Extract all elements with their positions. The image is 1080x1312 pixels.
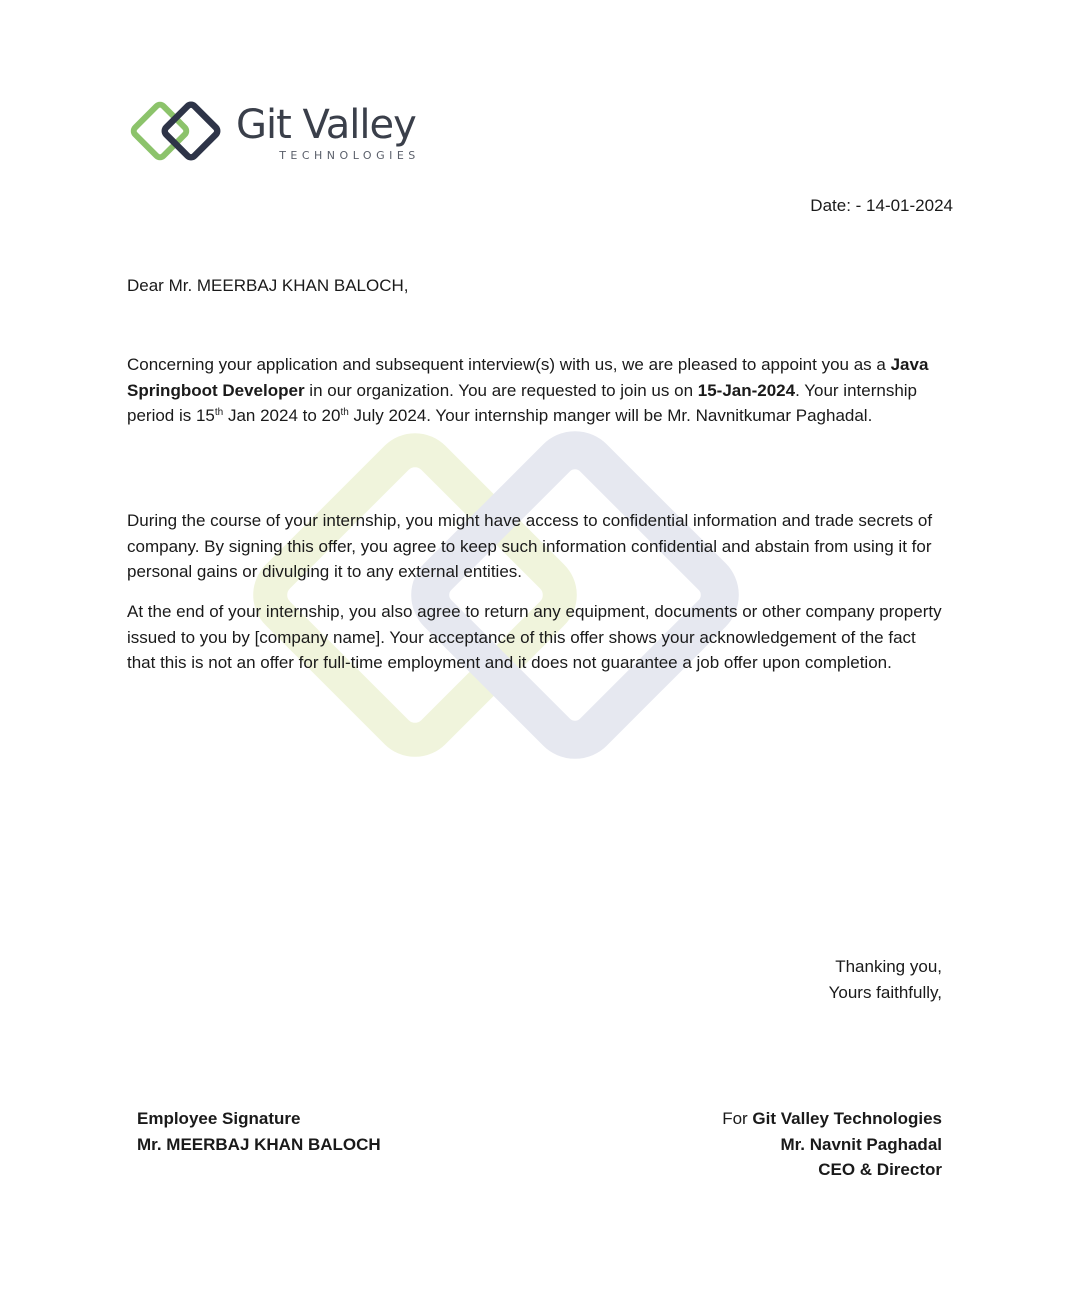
signer-name: Mr. Navnit Paghadal: [780, 1134, 942, 1154]
logo-name: Git Valley: [236, 101, 416, 148]
logo-diamond-icon: [128, 98, 232, 168]
employee-signature-label: Employee Signature: [137, 1109, 301, 1128]
employee-signature-block: [137, 1106, 381, 1157]
employee-name: Mr. MEERBAJ KHAN BALOCH: [137, 1134, 381, 1154]
join-date: 15-Jan-2024: [697, 380, 796, 400]
company-name: Git Valley Technologies: [752, 1109, 942, 1128]
company-logo: [128, 98, 420, 168]
closing: [829, 954, 942, 1005]
closing-faithfully: Yours faithfully,: [828, 982, 942, 1002]
role-title: Java Springboot Developer: [127, 355, 929, 400]
letter-date: Date: - 14-01-2024: [810, 196, 953, 215]
return-property-paragraph: At the end of your internship, you also agree to return any equipment, documents or other company property issued to you by [company name]. Your acceptance of this offer shows your acknowledgement of the fact that this is not an offer for full-time employment and it does not guarantee a job offer upon completion.: [127, 602, 942, 672]
confidentiality-paragraph: During the course of your internship, you might have access to confidential information and trade secrets of company. By signing this offer, you agree to keep such information confidential and abstain from using it for personal gains or divulging it to any external entities.: [127, 511, 933, 581]
appointment-paragraph: Concerning your application and subsequent interview(s) with us, we are pleased to appoint you as a Java Springboot Developer in our organization. You are requested to join us on 15-Jan-2024. Your internship period is 15th Jan 2024 to 20th July 2024. Your internship manger will be Mr. Navnitkumar Paghadal.: [127, 355, 929, 425]
salutation: Dear Mr. MEERBAJ KHAN BALOCH,: [127, 276, 409, 295]
signer-title: CEO & Director: [818, 1160, 942, 1179]
closing-thanks: Thanking you,: [835, 957, 942, 976]
company-line: For Git Valley Technologies: [722, 1109, 942, 1128]
logo-subtitle: TECHNOLOGIES: [279, 148, 420, 162]
company-signature-block: [722, 1106, 942, 1183]
